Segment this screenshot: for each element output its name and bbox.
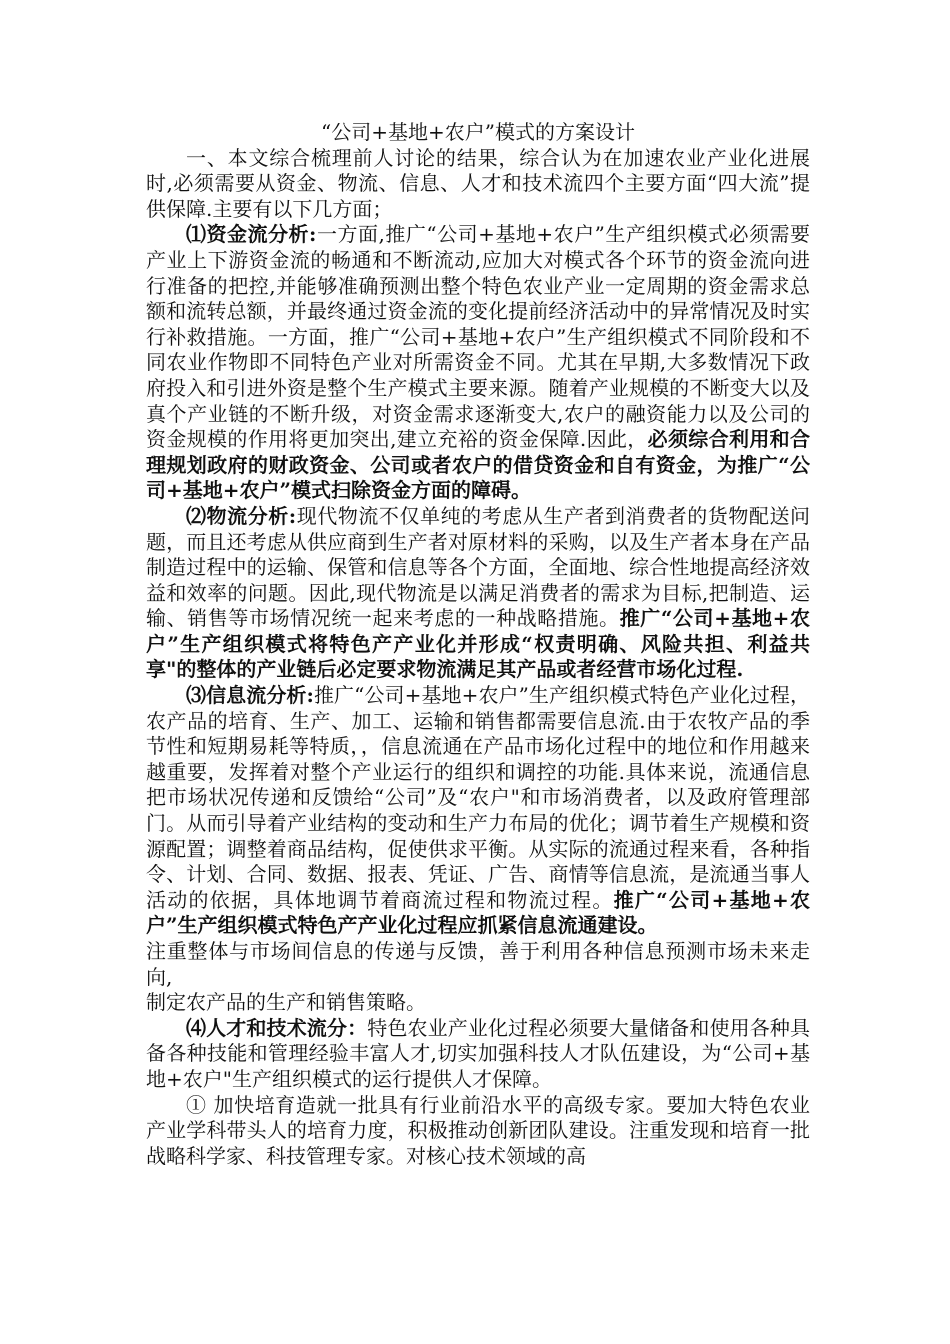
- information-flow-continuation: 注重整体与市场间信息的传递与反馈，善于利用各种信息预测市场未来走向,: [146, 939, 810, 989]
- document-title: “公司+基地+农户”模式的方案设计: [321, 120, 635, 144]
- capital-flow-heading: ⑴资金流分析:: [186, 222, 317, 247]
- document-page: [146, 120, 810, 1169]
- capital-flow-body: 一方面,推广“公司+基地+农户”生产组织模式必须需要产业上下游资金流的畅通和不断流动,应加大对模式各个环节的资金流向进行准备的把控,并能够准确预测出整个特色农业产业一定周期的资金需求总额和流转总额，并最终通过资金流的变化提前经济活动中的异常情况及时实行补救措施。一方面，推广“公司+基地+农户”生产组织模式不同阶段和不同农业作物即不同特色产业对所需资金不同。尤其在早期,大多数情况下政府投入和引进外资是整个生产模式主要来源。随着产业规模的不断变大以及真个产业链的不断升级，对资金需求逐渐变大,农户的融资能力以及公司的资金规模的作用将更加突出,建立充裕的资金保障.因此，: [146, 222, 810, 452]
- logistics-body: 现代物流不仅单纯的考虑从生产者到消费者的货物配送问题，而且还考虑从供应商到生产者对原材料的采购，以及生产者本身在产品制造过程中的运输、保管和信息等各个方面，全面地、综合性地提高经济效益和效率的问题。因此,现代物流是以满足消费者的需求为目标,把制造、运输、销售等市场情况统一起来考虑的一种战略措施。: [146, 503, 810, 631]
- information-flow-body: 推广“公司+基地+农户”生产组织模式特色产业化过程，农产品的培育、生产、加工、运输和销售都需要信息流.由于农牧产品的季节性和短期易耗等特质，，信息流通在产品市场化过程中的地位和作用越来越重要，发挥着对整个产业运行的组织和调控的功能.具体来说，流通信息把市场状况传递和反馈给“公司”及“农户"和市场消费者，以及政府管理部门。从而引导着产业结构的变动和生产力布局的优化；调节着生产规模和资源配置；调整着商品结构，促使供求平衡。从实际的流通过程来看，各种指令、计划、合同、数据、报表、凭证、广告、商情等信息流，是流通当事人活动的依据，具体地调节着商流过程和物流过程。: [146, 683, 811, 912]
- logistics-heading: ⑵物流分析:: [186, 503, 297, 528]
- capital-flow-conclusion: 必须综合利用和合理规划政府的财政资金、公司或者农户的借贷资金和自有资金，为推广“公司+基地+农户”模式扫除资金方面的障碍。: [146, 427, 811, 503]
- talent-tech-body: 特色农业产业化过程必须要大量储备和使用各种具备各种技能和管理经验丰富人才,切实加强科技人才队伍建设，为“公司+基地+农户"生产组织模式的运行提供人才保障。: [146, 1015, 811, 1091]
- logistics-paragraph: [146, 504, 810, 683]
- information-flow-paragraph: [146, 683, 810, 939]
- talent-tech-paragraph: [146, 1016, 810, 1093]
- information-flow-heading: ⑶信息流分析:: [186, 683, 314, 708]
- expert-cultivation-paragraph: ① 加快培育造就一批具有行业前沿水平的高级专家。要加大特色农业产业学科带头人的培育力度，积极推动创新团队建设。注重发现和培育一批战略科学家、科技管理专家。对核心技术领域的高: [146, 1092, 810, 1168]
- capital-flow-paragraph: [146, 222, 810, 504]
- logistics-conclusion: 推广“公司+基地+农户”生产组织模式将特色产产业化并形成“权责明确、风险共担、利益共享"的整体的产业链后必定要求物流满足其产品或者经营市场化过程.: [146, 606, 810, 682]
- intro-paragraph: 一、本文综合梳理前人讨论的结果，综合认为在加速农业产业化进展时,必须需要从资金、物流、信息、人才和技术流四个主要方面“四大流”提供保障.主要有以下几方面；: [146, 145, 810, 221]
- information-flow-continuation-2: 制定农产品的生产和销售策略。: [146, 990, 426, 1015]
- talent-tech-heading: ⑷人才和技术流分：: [186, 1015, 368, 1040]
- information-flow-conclusion: 推广“公司+基地+农户”生产组织模式特色产产业化过程应抓紧信息流通建设。: [146, 887, 810, 938]
